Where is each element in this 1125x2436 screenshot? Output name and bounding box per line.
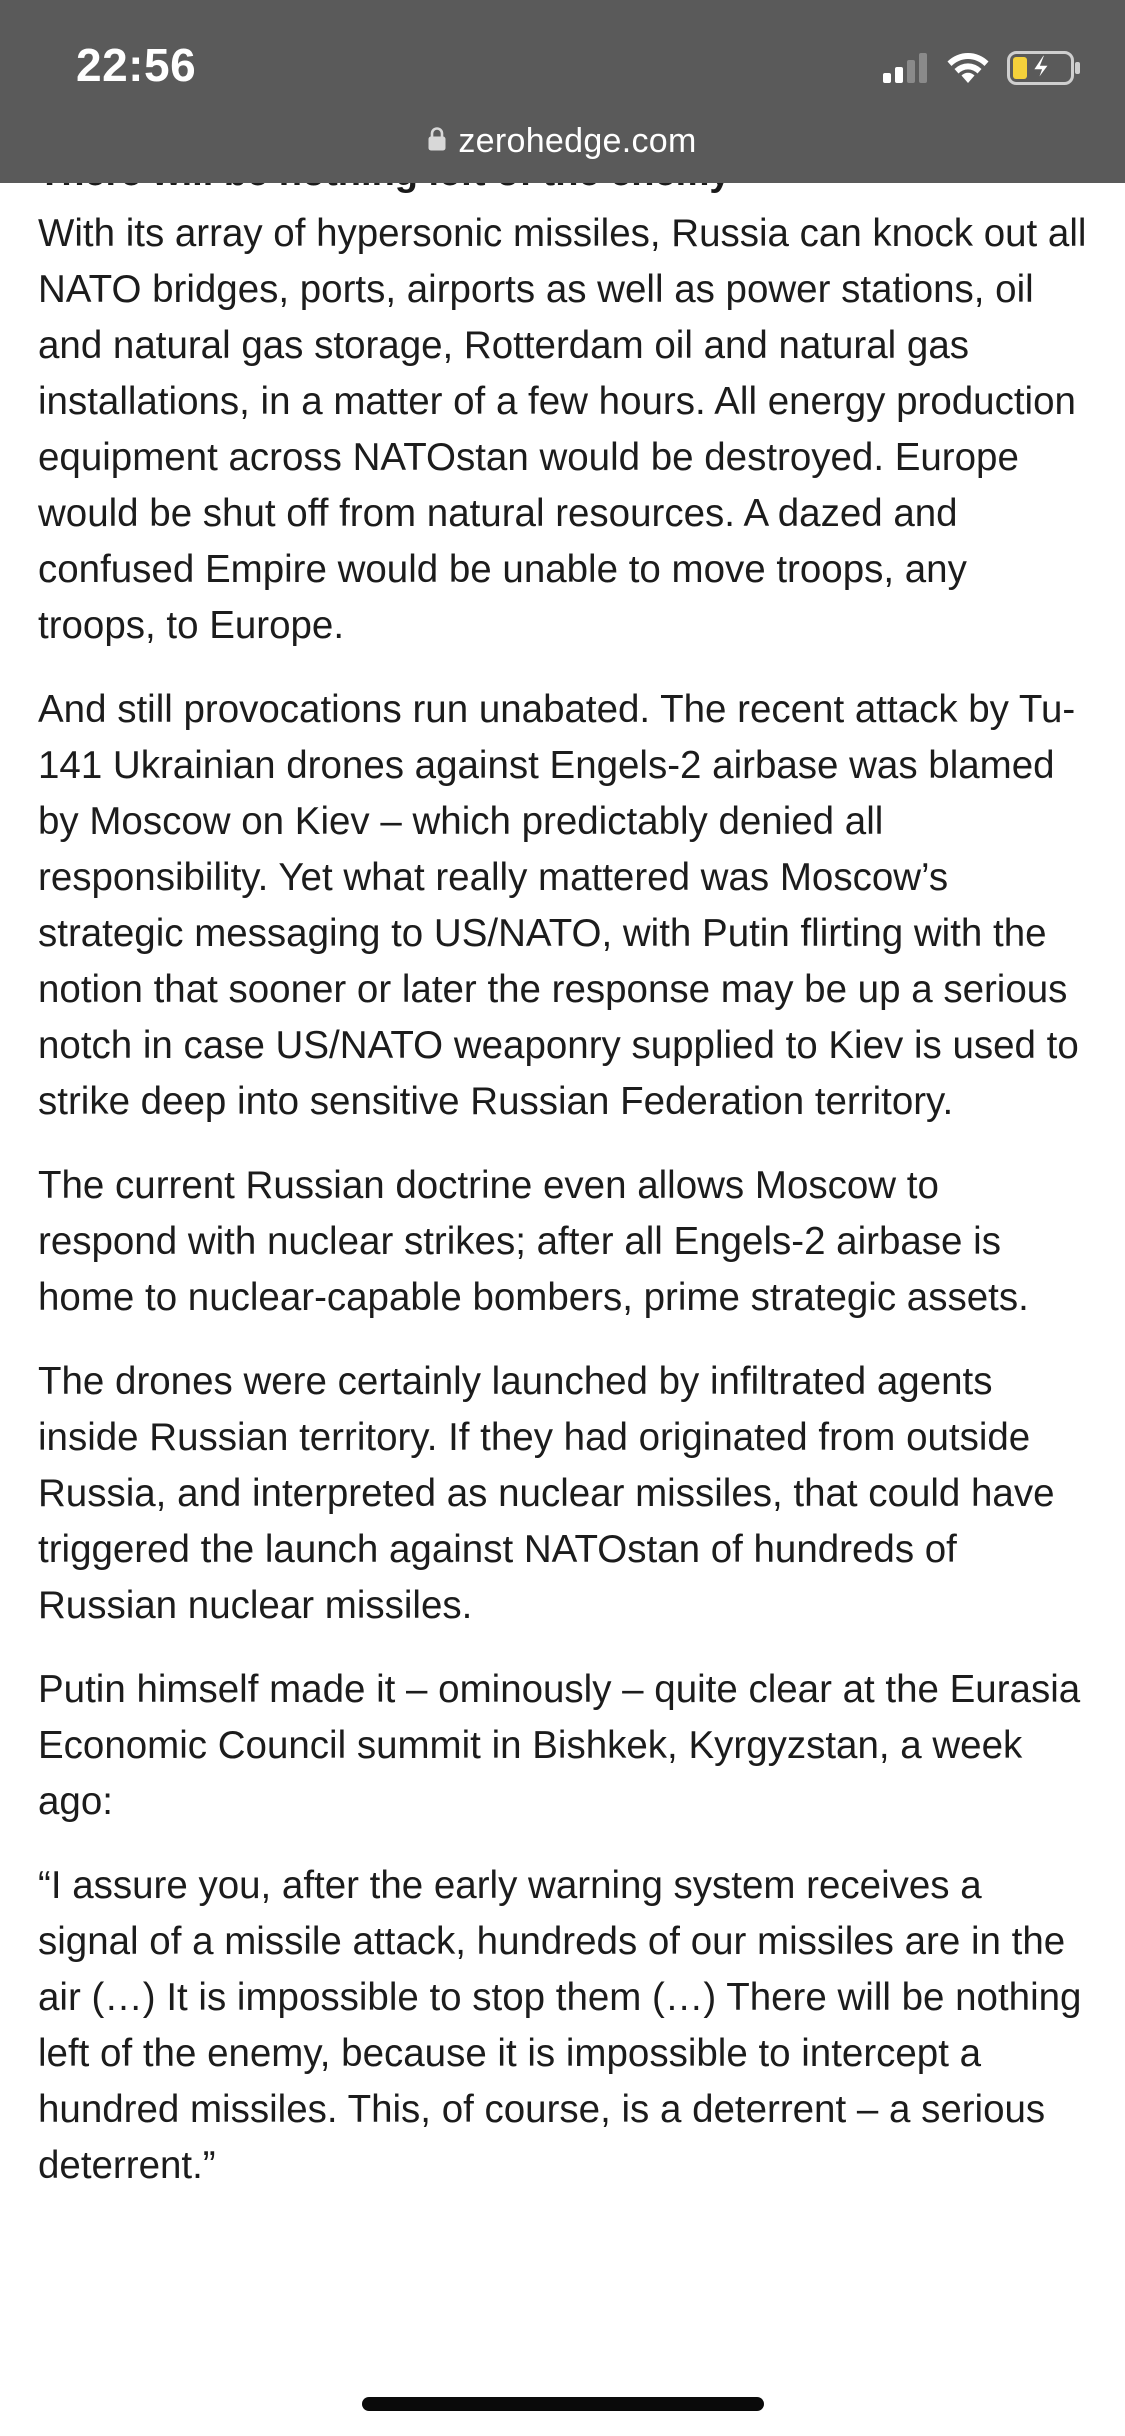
article-body — [38, 206, 1088, 2222]
article-paragraph: With its array of hypersonic missiles, Russia can knock out all NATO bridges, ports, airports as well as power stations, oil and natural gas storage, Rotterdam oil and natural gas installations, in a matter of a few hours. All energy production equipment across NATOstan would be destroyed. Europe would be shut off from natural resources. A dazed and confused Empire would be unable to move troops, any troops, to Europe. — [38, 212, 1087, 647]
url-domain[interactable]: zerohedge.com — [458, 121, 697, 160]
article-paragraph: Putin himself made it – ominously – quite clear at the Eurasia Economic Council summit in Bishkek, Kyrgyzstan, a week ago: — [38, 1668, 1081, 1823]
status-icons — [883, 50, 1081, 90]
home-indicator[interactable] — [362, 2397, 764, 2411]
status-time: 22:56 — [76, 39, 197, 91]
article-quote: “I assure you, after the early warning system receives a signal of a missile attack, hundreds of our missiles are in the air (…) It is impossible to stop them (…) There will be nothing left of the enemy, because it is impossible to intercept a hundred missiles. This, of course, is a deterrent – a serious deterrent.” — [38, 1864, 1082, 2187]
address-bar[interactable] — [0, 116, 1125, 166]
article-paragraph: The current Russian doctrine even allows Moscow to respond with nuclear strikes; after all Engels-2 airbase is home to nuclear-capable bombers, prime strategic assets. — [38, 1164, 1029, 1319]
lock-icon — [428, 126, 446, 157]
battery-charging-icon — [1007, 51, 1081, 90]
browser-top-bar — [0, 0, 1125, 183]
article-paragraph: And still provocations run unabated. The recent attack by Tu-141 Ukrainian drones against Engels-2 airbase was blamed by Moscow on Kiev – which predictably denied all responsibility. Yet what really mattered was Moscow’s strategic messaging to US/NATO, with Putin flirting with the notion that sooner or later the response may be up a serious notch in case US/NATO weaponry supplied to Kiev is used to strike deep into sensitive Russian Federation territory. — [38, 688, 1079, 1123]
wifi-icon — [947, 52, 989, 89]
article-paragraph: The drones were certainly launched by infiltrated agents inside Russian territory. If they had originated from outside Russia, and interpreted as nuclear missiles, that could have triggered the launch against NATOstan of hundreds of Russian nuclear missiles. — [38, 1360, 1055, 1627]
cellular-signal-icon — [883, 53, 929, 88]
